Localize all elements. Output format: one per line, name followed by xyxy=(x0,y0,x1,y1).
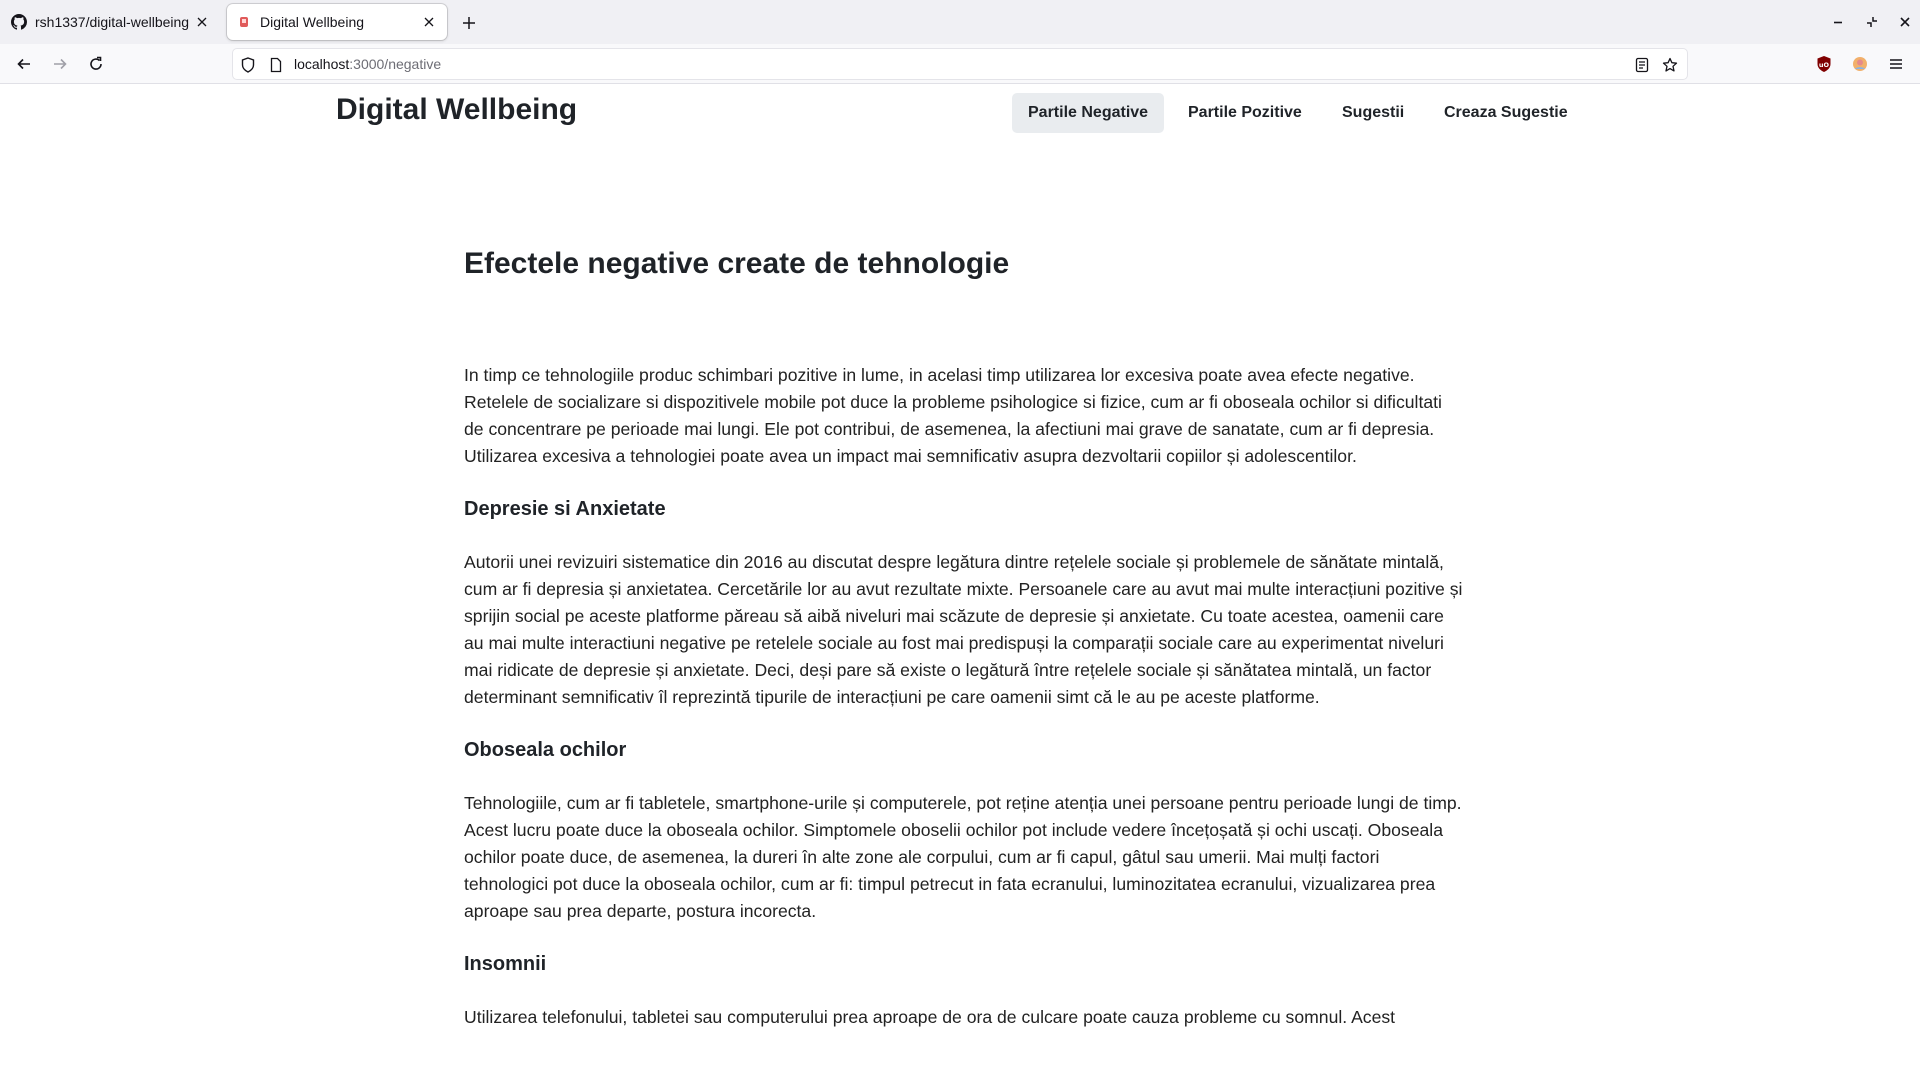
svg-text:uO: uO xyxy=(1818,61,1830,69)
reload-icon[interactable] xyxy=(81,50,111,78)
site-favicon-icon xyxy=(236,14,252,30)
tab-title: rsh1337/digital-wellbeing xyxy=(35,14,190,30)
site-header xyxy=(0,85,1920,175)
nav-sugestii[interactable]: Sugestii xyxy=(1342,104,1405,121)
menu-icon[interactable] xyxy=(1881,50,1911,78)
address-bar[interactable] xyxy=(232,48,1688,80)
close-icon[interactable] xyxy=(190,10,214,34)
nav-creaza-sugestie[interactable]: Creaza Sugestie xyxy=(1444,104,1568,121)
reader-view-icon[interactable] xyxy=(1633,56,1651,74)
section-body-oboseala: Tehnologiile, cum ar fi tabletele, smartphone-urile și computerele, pot reține atenția unei persoane pentru perioade lungi de timp. Acest lucru poate duce la oboseala ochilor. Simptomele oboselii ochilor pot include vedere încețoșată și ochi uscați. Oboseala ochilor poate duce, de asemenea, la dureri în alte zone ale corpului, cum ar fi capul, gâtul sau umerii. Mai mulți factori tehnologici pot duce la oboseala ochilor, cum ar fi: timpul petrecut in fata ecranului, luminozitatea ecranului, vizualizarea prea aproape sau prea departe, postura incorecta. xyxy=(464,793,1462,921)
restore-icon[interactable] xyxy=(1862,12,1882,32)
section-heading-depresie: Depresie si Anxietate xyxy=(464,498,666,520)
forward-icon[interactable] xyxy=(45,50,75,78)
section-body-depresie: Autorii unei revizuiri sistematice din 2016 au discutat despre legătura dintre rețelele sociale și problemele de sănătate mintală, cum ar fi depresia și anxietatea. Cercetările lor au avut rezultate mixte. Persoanele care au avut mai multe interacțiuni pozitive și sprijin social pe aceste platforme păreau să aibă niveluri mai scăzute de depresie și anxietate. Cu toate acestea, oamenii care au mai multe interactiuni negative pe retelele sociale au fost mai predispuși la comparații sociale care au experimentat niveluri mai ridicate de depresie și anxietate. Deci, deși pare să existe o legătură între rețelele sociale și sănătatea mintală, un factor determinant semnificativ îl reprezintă tipurile de interacțiuni pe care oamenii simt că le au pe aceste platforme. xyxy=(464,552,1463,707)
page-title: Efectele negative create de tehnologie xyxy=(464,247,1010,280)
intro-paragraph: In timp ce tehnologiile produc schimbari pozitive in lume, in acelasi timp utilizarea lor excesiva poate avea efecte negative. Retelele de socializare si dispozitivele mobile pot duce la probleme psihologice si fizice, cum ar fi oboseala ochilor si dificultati de concentrare pe perioade mai lungi. Ele pot contribui, de asemenea, la afectiuni mai grave de sanatate, cum ar fi depresia. Utilizarea excesiva a tehnologiei poate avea un impact mai semnificativ asupra dezvoltarii copiilor și adolescentilor. xyxy=(464,365,1442,466)
url-text[interactable] xyxy=(294,56,441,72)
tab-title: Digital Wellbeing xyxy=(260,14,365,30)
profile-extension-icon[interactable] xyxy=(1845,50,1875,78)
nav-partile-pozitive[interactable]: Partile Pozitive xyxy=(1188,104,1302,121)
url-host: localhost xyxy=(294,56,350,72)
shield-icon[interactable] xyxy=(239,56,257,74)
minimize-icon[interactable] xyxy=(1828,12,1848,32)
page-icon[interactable] xyxy=(267,56,285,74)
browser-toolbar xyxy=(0,44,1920,84)
tab-digital-wellbeing[interactable] xyxy=(227,4,447,40)
section-heading-oboseala: Oboseala ochilor xyxy=(464,739,627,761)
bookmark-star-icon[interactable] xyxy=(1661,56,1679,74)
section-heading-insomnii: Insomnii xyxy=(464,953,547,975)
article xyxy=(464,244,1464,1057)
back-icon[interactable] xyxy=(9,50,39,78)
github-icon xyxy=(11,14,27,30)
nav-partile-negative[interactable]: Partile Negative xyxy=(1012,93,1164,133)
close-icon[interactable] xyxy=(417,10,441,34)
tab-github[interactable] xyxy=(2,4,220,40)
section-body-insomnii: Utilizarea telefonului, tabletei sau computerului prea aproape de ora de culcare poate cauza probleme cu somnul. Acest xyxy=(464,1007,1396,1027)
close-window-icon[interactable] xyxy=(1895,12,1915,32)
new-tab-icon[interactable] xyxy=(456,10,482,36)
url-path: :3000/negative xyxy=(349,56,442,72)
browser-tab-strip xyxy=(0,0,1920,44)
site-brand[interactable]: Digital Wellbeing xyxy=(336,93,578,126)
ublock-extension-icon[interactable] xyxy=(1809,50,1839,78)
